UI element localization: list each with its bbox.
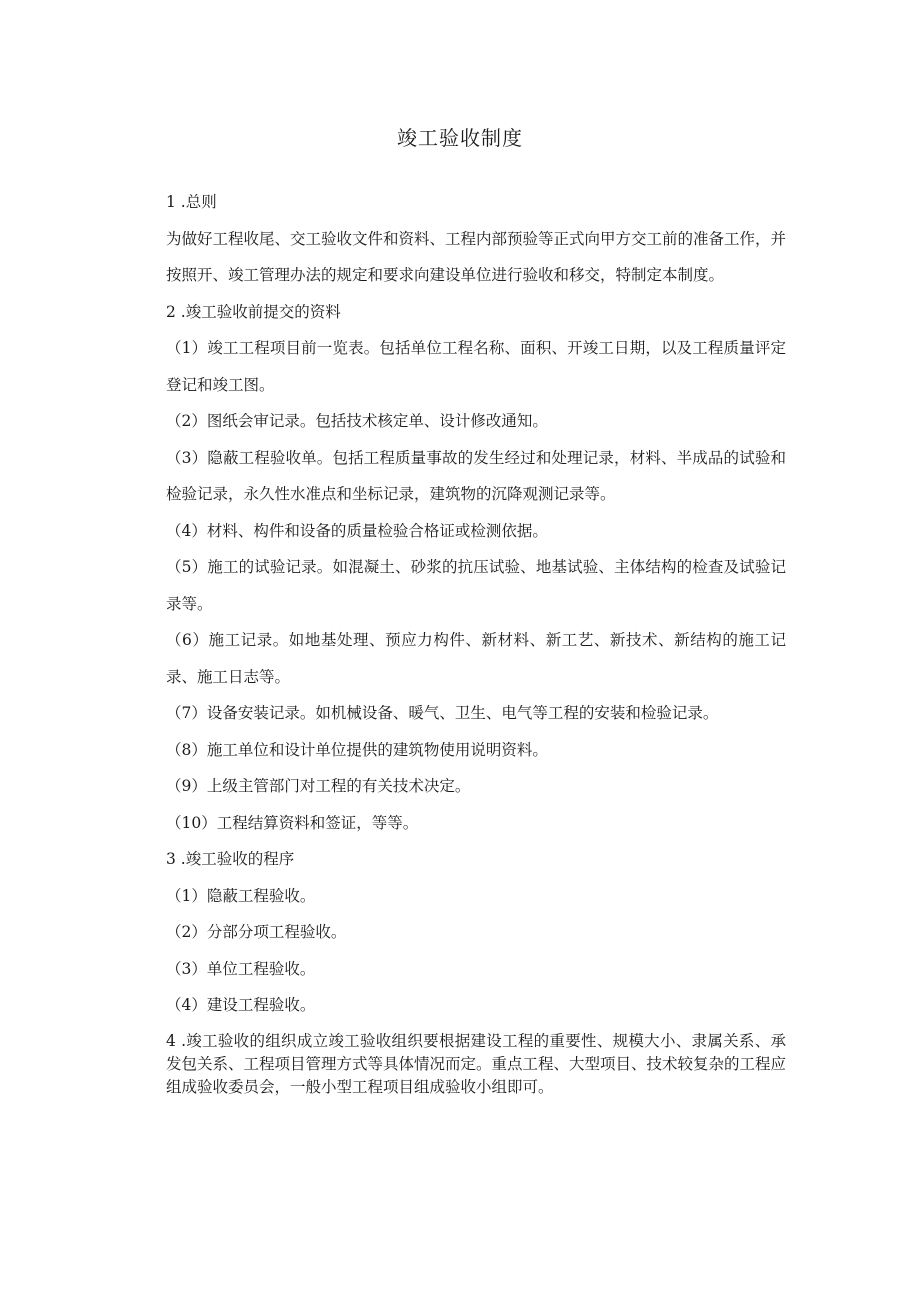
paragraph-general: 为做好工程收尾、交工验收文件和资料、工程内部预验等正式向甲方交工前的准备工作，并按照开、竣工管理办法的规定和要求向建设单位进行验收和移交，特制定本制度。 xyxy=(166,229,787,284)
document-body xyxy=(166,184,786,1099)
list-item: （7）设备安装记录。如机械设备、暖气、卫生、电气等工程的安装和检验记录。 xyxy=(166,704,719,722)
section-heading-procedure: 3 .竣工验收的程序 xyxy=(166,850,295,868)
list-item: （2）分部分项工程验收。 xyxy=(166,923,347,941)
list-item: （2）图纸会审记录。包括技术核定单、设计修改通知。 xyxy=(166,412,548,430)
list-item: （3）隐蔽工程验收单。包括工程质量事故的发生经过和处理记录，材料、半成品的试验和检验记录，永久性水准点和坐标记录，建筑物的沉降观测记录等。 xyxy=(166,448,786,503)
list-item: （4）材料、构件和设备的质量检验合格证或检测依据。 xyxy=(166,521,548,540)
list-item: （1）隐蔽工程验收。 xyxy=(166,886,316,905)
list-item: （3）单位工程验收。 xyxy=(166,959,316,978)
section-heading-general: 1 .总则 xyxy=(166,193,217,211)
list-item: （4）建设工程验收。 xyxy=(166,996,316,1014)
list-item: （10）工程结算资料和签证，等等。 xyxy=(166,813,419,832)
document-title: 竣工验收制度 xyxy=(397,126,523,150)
list-item: （6）施工记录。如地基处理、预应力构件、新材料、新工艺、新技术、新结构的施工记录、施工日志等。 xyxy=(166,631,786,686)
list-item: （8）施工单位和设计单位提供的建筑物使用说明资料。 xyxy=(166,740,548,759)
list-item: （1）竣工工程项目前一览表。包括单位工程名称、面积、开竣工日期，以及工程质量评定登记和竣工图。 xyxy=(166,339,786,394)
section-heading-materials: 2 .竣工验收前提交的资料 xyxy=(166,302,341,321)
list-item: （5）施工的试验记录。如混凝土、砂浆的抗压试验、地基试验、主体结构的检查及试验记录等。 xyxy=(166,558,786,613)
paragraph-organization: 4 .竣工验收的组织成立竣工验收组织要根据建设工程的重要性、规模大小、隶属关系、承发包关系、工程项目管理方式等具体情况而定。重点工程、大型项目、技术较复杂的工程应组成验收委员会，一般小型工程项目组成验收小组即可。 xyxy=(166,1031,787,1096)
list-item: （9）上级主管部门对工程的有关技术决定。 xyxy=(166,777,471,795)
